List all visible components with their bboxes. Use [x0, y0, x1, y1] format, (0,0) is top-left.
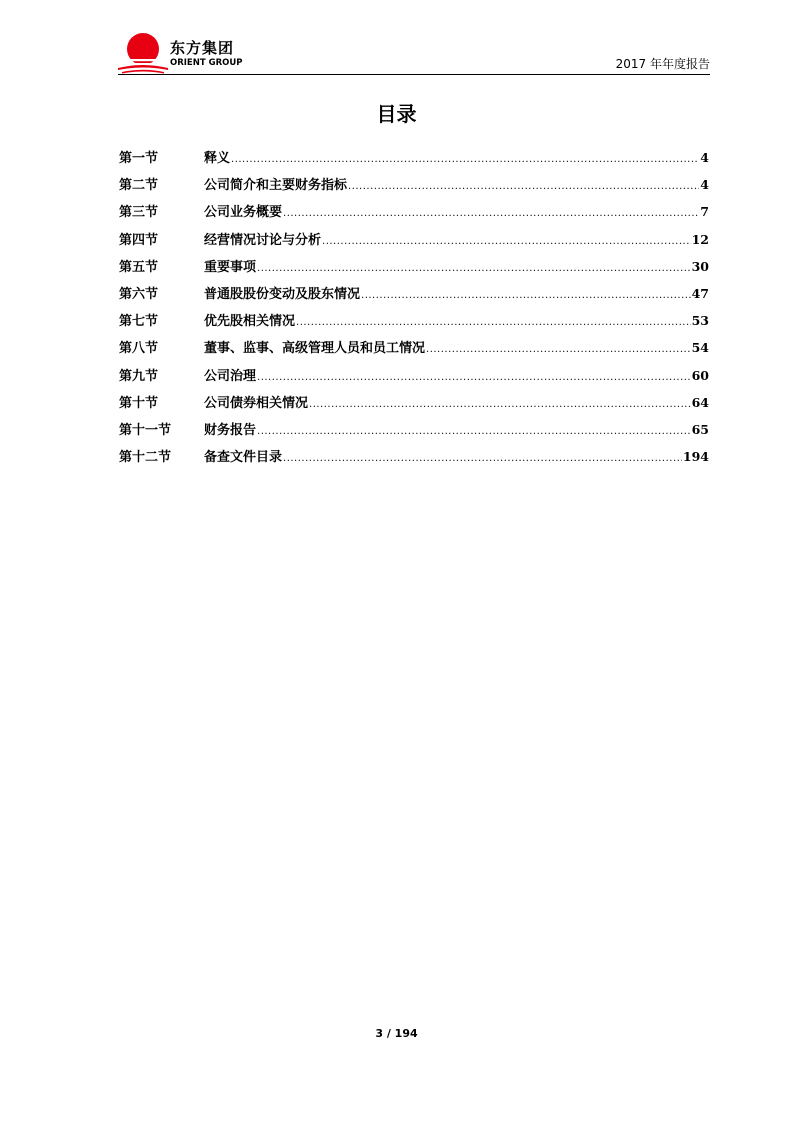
toc-dot-leader — [257, 422, 691, 442]
toc-entry[interactable] — [119, 148, 709, 175]
toc-section-number: 第六节 — [119, 286, 159, 302]
toc-page-number: 12 — [691, 231, 709, 247]
toc-section-number: 第九节 — [119, 368, 159, 384]
toc-dot-leader — [257, 259, 691, 279]
toc-page-number: 53 — [691, 313, 709, 329]
toc-page-number: 54 — [691, 340, 709, 356]
toc-section-number: 第五节 — [119, 259, 159, 275]
toc-section-number: 第三节 — [119, 205, 159, 221]
logo-english-name: ORIENT GROUP — [170, 58, 243, 68]
toc-section-title: 公司简介和主要财务指标 — [204, 178, 348, 194]
page-number-footer: 3 / 194 — [375, 1027, 418, 1040]
toc-section-title: 公司业务概要 — [204, 205, 283, 221]
report-title: 2017 年年度报告 — [615, 57, 710, 71]
table-of-contents — [119, 148, 709, 474]
toc-page-number: 30 — [691, 258, 709, 274]
toc-page-number: 60 — [691, 367, 709, 383]
toc-entry[interactable] — [119, 311, 709, 338]
toc-section-number: 第十节 — [119, 395, 159, 411]
toc-section-number: 第一节 — [119, 151, 159, 166]
toc-section-title: 财务报告 — [204, 422, 257, 438]
toc-section-title: 经营情况讨论与分析 — [204, 232, 322, 248]
toc-dot-leader — [348, 177, 699, 197]
toc-entry[interactable] — [119, 257, 709, 284]
toc-page-number: 194 — [682, 449, 709, 465]
toc-page-number: 64 — [691, 394, 709, 410]
toc-entry[interactable] — [119, 202, 709, 229]
toc-section-title: 备查文件目录 — [204, 450, 283, 466]
toc-entry[interactable] — [119, 338, 709, 365]
toc-page-number: 4 — [700, 177, 709, 193]
toc-page-number: 7 — [700, 204, 709, 220]
sun-logo-icon — [118, 32, 168, 76]
toc-entry[interactable] — [119, 284, 709, 311]
toc-section-number: 第十一节 — [119, 422, 172, 438]
toc-heading: 目录 — [376, 102, 417, 126]
toc-section-number: 第二节 — [119, 178, 159, 194]
toc-dot-leader — [426, 340, 691, 360]
toc-entry[interactable] — [119, 447, 709, 474]
toc-dot-leader — [361, 286, 691, 306]
toc-dot-leader — [283, 449, 682, 469]
toc-page-number: 47 — [691, 285, 709, 301]
toc-section-title: 释义 — [204, 151, 231, 166]
toc-page-number: 4 — [700, 150, 709, 165]
toc-dot-leader — [231, 150, 699, 170]
page-header — [118, 32, 710, 76]
toc-dot-leader — [322, 232, 691, 252]
header-divider — [118, 74, 710, 75]
logo-chinese-name: 东方集团 — [170, 39, 235, 57]
toc-section-number: 第四节 — [119, 232, 159, 248]
toc-entry[interactable] — [119, 175, 709, 202]
toc-section-title: 公司治理 — [204, 368, 257, 384]
toc-entry[interactable] — [119, 230, 709, 257]
toc-section-title: 董事、监事、高级管理人员和员工情况 — [204, 341, 426, 357]
toc-dot-leader — [283, 204, 699, 224]
toc-dot-leader — [309, 395, 691, 415]
toc-section-number: 第十二节 — [119, 450, 172, 466]
toc-section-title: 公司债券相关情况 — [204, 395, 309, 411]
toc-dot-leader — [257, 368, 691, 388]
toc-section-title: 普通股股份变动及股东情况 — [204, 286, 361, 302]
toc-section-title: 重要事项 — [204, 259, 257, 275]
orient-group-logo — [118, 32, 248, 76]
toc-page-number: 65 — [691, 421, 709, 437]
toc-entry[interactable] — [119, 420, 709, 447]
toc-entry[interactable] — [119, 366, 709, 393]
toc-section-title: 优先股相关情况 — [204, 314, 296, 330]
toc-entry[interactable] — [119, 393, 709, 420]
toc-section-number: 第八节 — [119, 341, 159, 357]
toc-section-number: 第七节 — [119, 314, 159, 330]
toc-dot-leader — [296, 313, 691, 333]
